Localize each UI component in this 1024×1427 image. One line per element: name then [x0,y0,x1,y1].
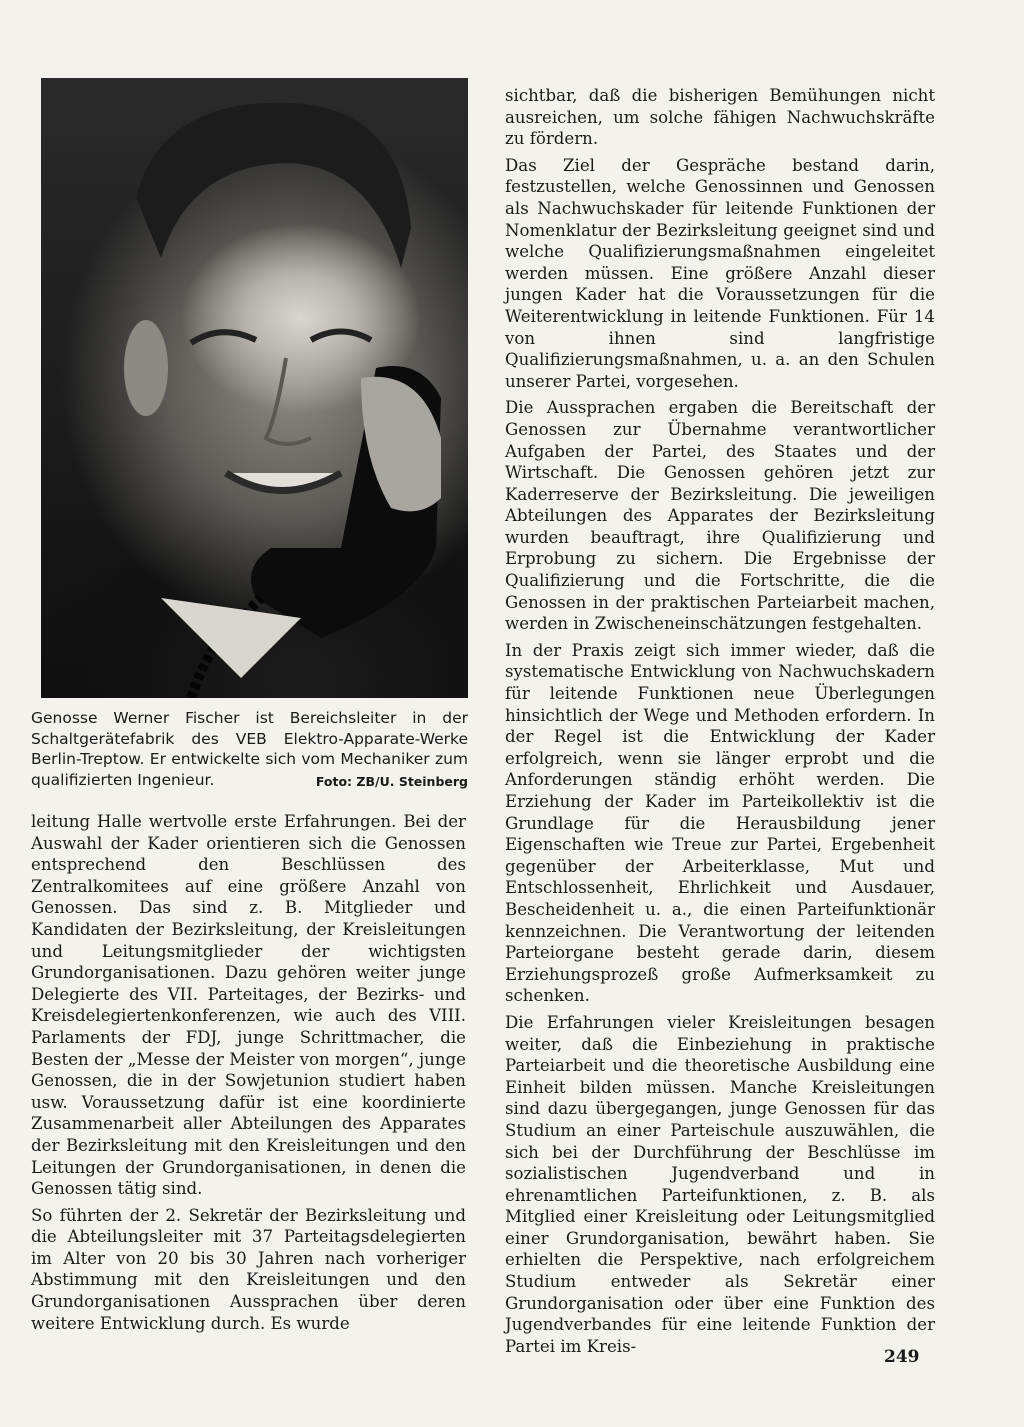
paragraph: In der Praxis zeigt sich immer wieder, daß die systematische Entwicklung von Nachwuchskadern für leitende Funktionen neue Überlegungen hinsichtlich der Wege und Methoden erfordern. In der Regel ist die Entwicklung der Kader erfolgreich, wenn sie länger erprobt und die Anforderungen ständig erhöht werden. Die Erziehung der Kader im Parteikollektiv ist die Grundlage für die Herausbildung jener Eigenschaften wie Treue zur Partei, Ergebenheit gegenüber der Arbeiterklasse, Mut und Entschlossenheit, Ehrlichkeit und Ausdauer, Bescheidenheit u. a., die einen Parteifunktionär kennzeichnen. Die Verantwortung der leitenden Parteiorgane besteht gerade darin, diesem Erziehungsprozeß große Aufmerksamkeit zu schenken. [505,640,935,1006]
portrait-illustration [41,78,468,698]
paragraph: Die Erfahrungen vieler Kreisleitungen besagen weiter, daß die Einbeziehung in praktische Parteiarbeit und die theoretische Ausbildung eine Einheit bilden müssen. Manche Kreisleitungen sind dazu übergegangen, junge Genossen für das Studium an einer Parteischule auszuwählen, die sich bei der Durchführung der Beschlüsse im sozialistischen Jugendverband und in ehrenamtlichen Parteifunktionen, z. B. als Mitglied einer Kreisleitung oder Leitungsmitglied einer Grundorganisation, bewährt haben. Sie erhielten die Perspektive, nach erfolgreichem Studium entweder als Sekretär einer Grundorganisation oder über eine Funktion des Jugendverbandes für eine leitende Funktion der Partei im Kreis- [505,1012,935,1356]
paragraph: Die Aussprachen ergaben die Bereitschaft der Genossen zur Übernahme verantwortlicher Aufgaben der Partei, des Staates und der Wirtschaft. Die Genossen gehören jetzt zur Kaderreserve der Bezirksleitung. Die jeweiligen Abteilungen des Apparates der Bezirksleitung wurden beauftragt, ihre Qualifizierung und Erprobung zu sichern. Die Ergebnisse der Qualifizierung und die Fortschritte, die die Genossen in der praktischen Parteiarbeit machen, werden in Zwischeneinschätzungen festgehalten. [505,398,935,634]
photo-caption [31,708,468,792]
paragraph: leitung Halle wertvolle erste Erfahrungen. Bei der Auswahl der Kader orientieren sich die Genossen entsprechend den Beschlüssen des Zentralkomitees auf eine größere Anzahl von Genossen. Das sind z. B. Mitglieder und Kandidaten der Bezirksleitung, der Kreisleitungen und Leitungsmitglieder der wichtigsten Grundorganisationen. Dazu gehören weiter junge Delegierte des VII. Parteitages, der Bezirks- und Kreisdelegiertenkonferenzen, wie auch des VIII. Parlaments der FDJ, junge Schrittmacher, die Besten der „Messe der Meister von morgen“, junge Genossen, die in der Sowjetunion studiert haben usw. Voraussetzung dafür ist eine koordinierte Zusammenarbeit aller Abteilungen des Apparates der Bezirksleitung mit den Kreisleitungen und den Leitungen der Grundorganisationen, in denen die Genossen tätig sind. [31,812,466,1199]
paragraph: So führten der 2. Sekretär der Bezirksleitung und die Abteilungsleiter mit 37 Parteitagsdelegierten im Alter von 20 bis 30 Jahren nach vorheriger Abstimmung mit den Kreisleitungen und den Grundorganisationen Aussprachen über deren weitere Entwicklung durch. Es wurde [31,1205,466,1333]
left-text-column [31,811,466,1339]
right-text-column [505,85,935,1362]
portrait-photo [41,78,468,698]
paragraph: sichtbar, daß die bisherigen Bemühungen nicht ausreichen, um solche fähigen Nachwuchskräfte zu fördern. [505,86,935,149]
paragraph: Das Ziel der Gespräche bestand darin, festzustellen, welche Genossinnen und Genossen als Nachwuchskader für leitende Funktionen der Nomenklatur der Bezirksleitung geeignet sind und welche Qualifizierungsmaßnahmen eingeleitet werden müssen. Eine größere Anzahl dieser jungen Kader hat die Voraussetzungen für die Weiterentwicklung in leitende Funktionen. Für 14 von ihnen sind langfristige Qualifizierungsmaßnahmen, u. a. an den Schulen unserer Partei, vorgesehen. [505,155,935,391]
photo-credit: Foto: ZB/U. Steinberg [315,773,468,789]
page-number: 249 [884,1347,920,1367]
caption-text: Genosse Werner Fischer ist Bereichsleiter in der Schaltgerätefabrik des VEB Elektro-Apparate-Werke Berlin-Treptow. Er entwickelte sich vom Mechaniker zum qualifizierten Ingenieur. [31,709,468,789]
